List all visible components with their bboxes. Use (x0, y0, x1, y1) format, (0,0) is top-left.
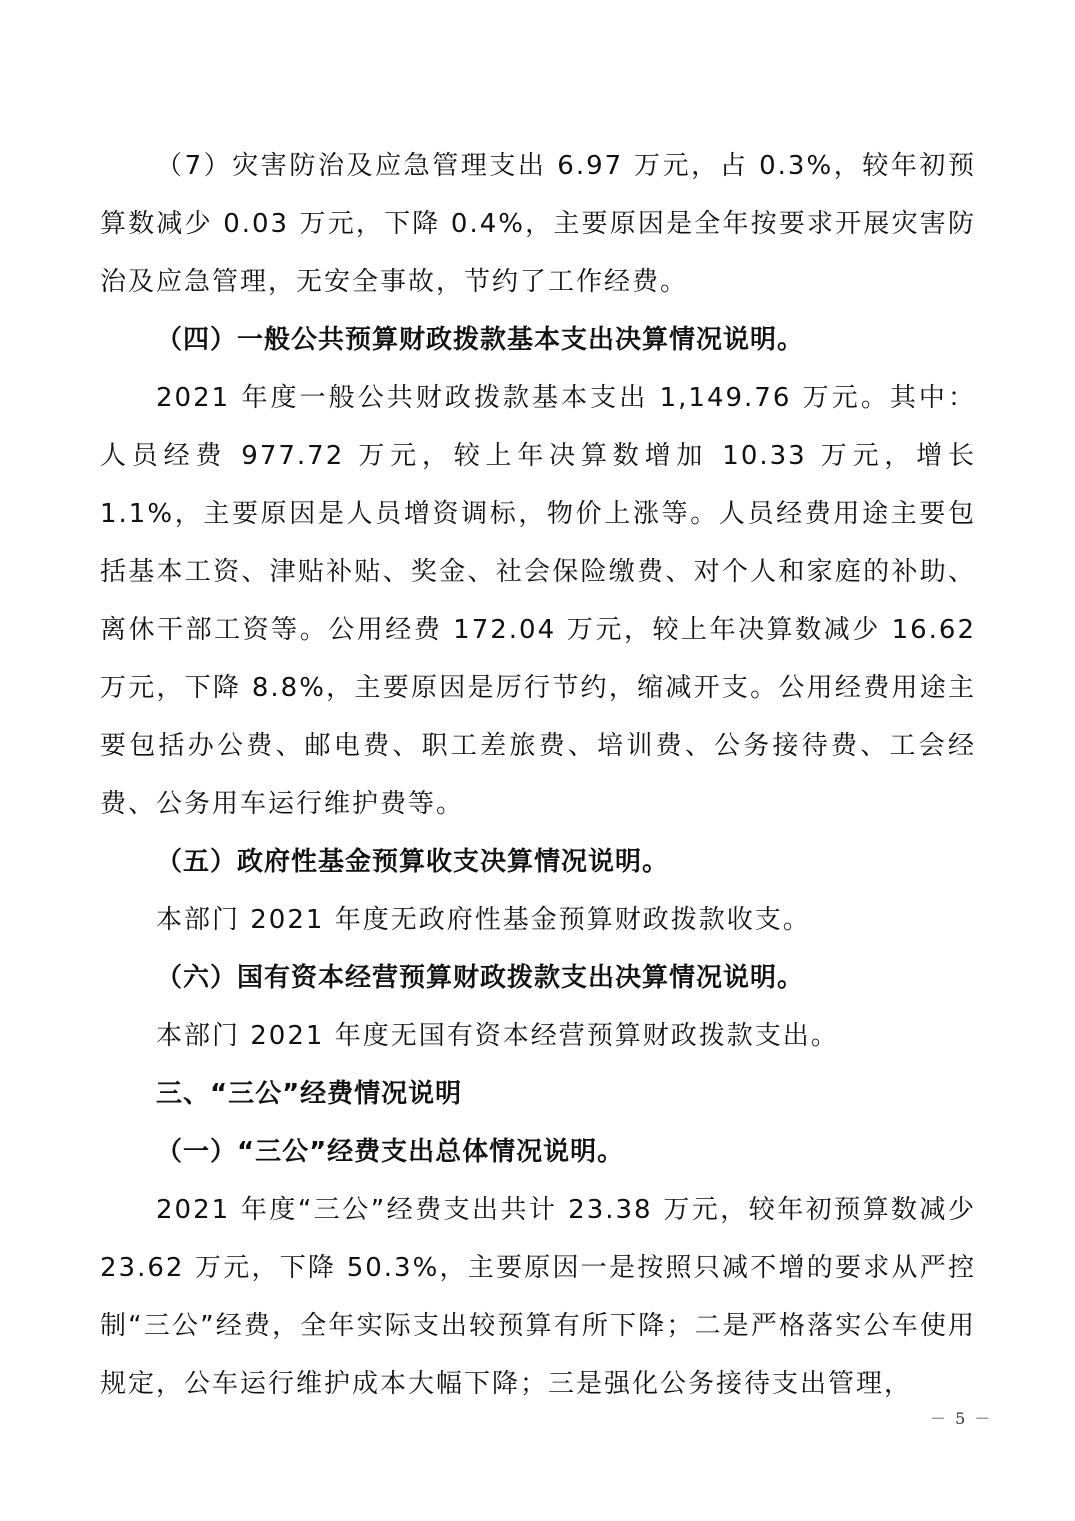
paragraph-basic-expenditure: 2021 年度一般公共财政拨款基本支出 1,149.76 万元。其中：人员经费 977.72 万元，较上年决算数增加 10.33 万元，增长 1.1%，主要原因是人员增资调标，物价上涨等。人员经费用途主要包括基本工资、津贴补贴、奖金、社会保险缴费、对个人和家庭的补助、离休干部工资等。公用经费 172.04 万元，较上年决算数减少 16.62 万元，下降 8.8%，主要原因是厉行节约，缩减开支。公用经费用途主要包括办公费、邮电费、职工差旅费、培训费、公务接待费、工会经费、公务用车运行维护费等。 (100, 383, 976, 819)
page-number: － 5 － (930, 1409, 993, 1428)
heading-basic-expenditure: （四）一般公共预算财政拨款基本支出决算情况说明。 (156, 325, 805, 355)
heading-government-fund: （五）政府性基金预算收支决算情况说明。 (156, 847, 670, 877)
heading-three-public-overall: （一）“三公”经费支出总体情况说明。 (156, 1137, 625, 1167)
paragraph-state-capital: 本部门 2021 年度无国有资本经营预算财政拨款支出。 (156, 1021, 839, 1051)
heading-state-capital: （六）国有资本经营预算财政拨款支出决算情况说明。 (156, 963, 805, 993)
section-heading-three-public: 三、“三公”经费情况说明 (156, 1079, 463, 1109)
paragraph-three-public-overall: 2021 年度“三公”经费支出共计 23.38 万元，较年初预算数减少 23.62 万元，下降 50.3%，主要原因一是按照只减不增的要求从严控制“三公”经费，全年实际支出较预算有所下降；二是严格落实公车使用规定，公车运行维护成本大幅下降；三是强化公务接待支出管理， (100, 1195, 976, 1399)
paragraph-government-fund: 本部门 2021 年度无政府性基金预算财政拨款收支。 (156, 905, 811, 935)
paragraph-disaster-prevention: （7）灾害防治及应急管理支出 6.97 万元，占 0.3%，较年初预算数减少 0.03 万元，下降 0.4%，主要原因是全年按要求开展灾害防治及应急管理，无安全事故，节约了工作经费。 (100, 151, 976, 297)
document-body (100, 137, 976, 1413)
